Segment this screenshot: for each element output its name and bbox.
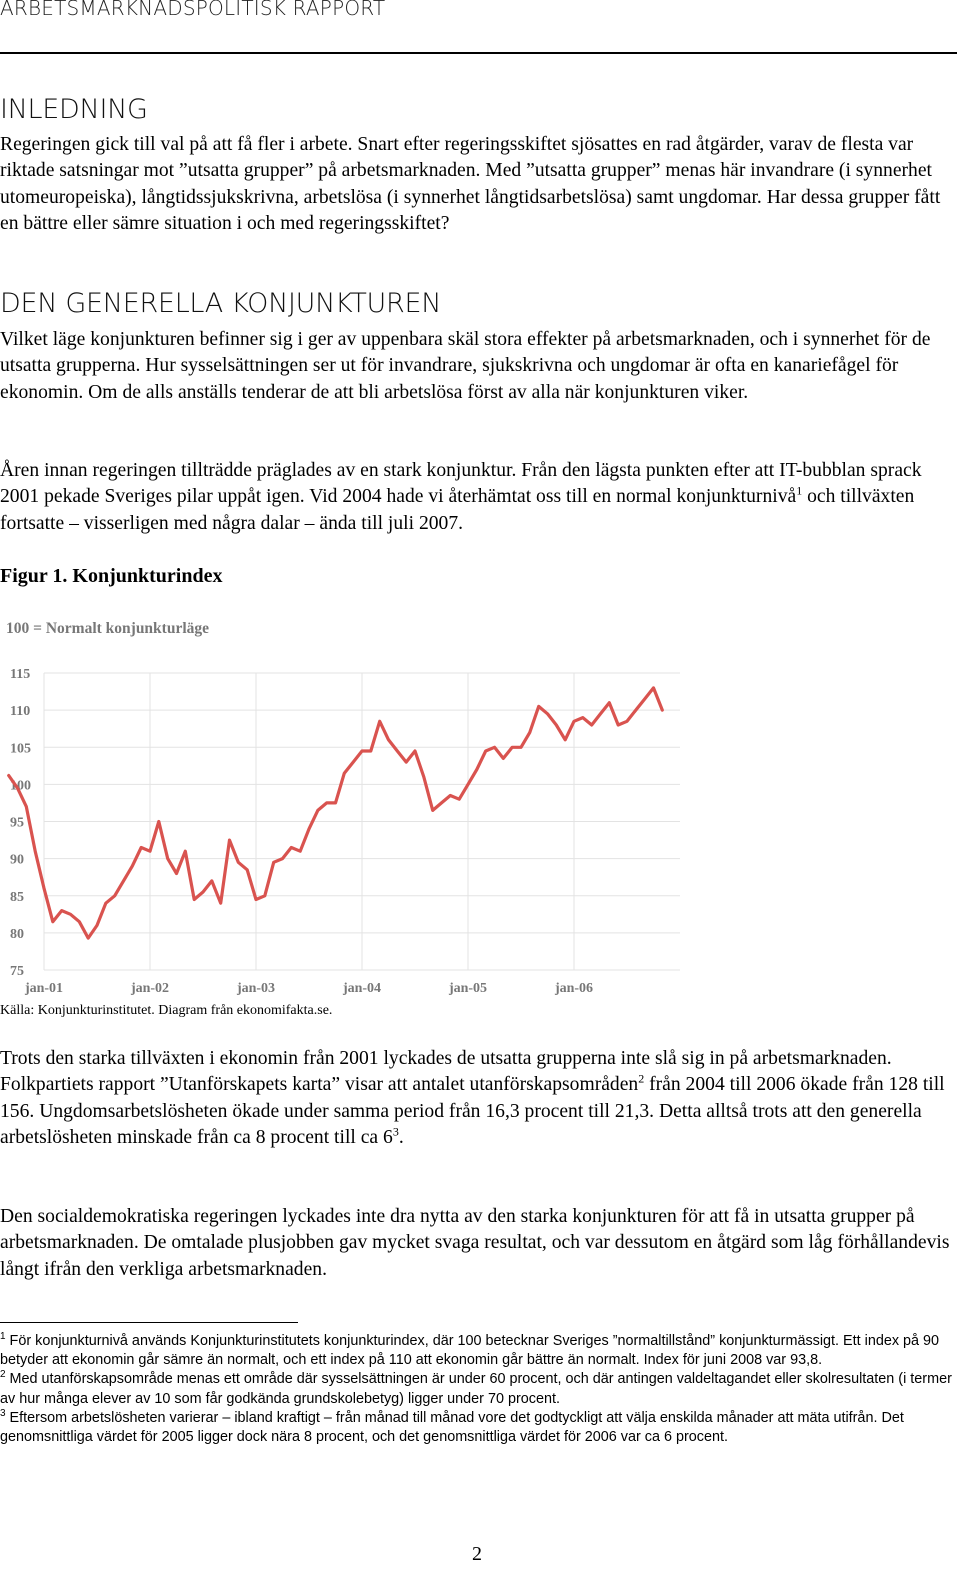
header-rule [0, 52, 957, 54]
x-tick-label: jan-02 [130, 981, 170, 996]
footnote-number: 3 [0, 1408, 6, 1420]
text-segment: från 2004 till 2006 ökade från 128 till 156. Ungdomsarbetslösheten ökade under samma period från 16,3 procent till 21,3. Detta alltså trots att den generella arbetslösheten minskade från ca 8 procent till ca 6 [0, 1074, 945, 1148]
y-tick-label: 75 [10, 964, 24, 979]
y-tick-label: 115 [10, 667, 31, 682]
footnote-ref-1[interactable]: 1 [796, 483, 803, 498]
text-segment: Trots den starka tillväxten i ekonomin från 2001 lyckades de utsatta grupperna inte slå sig in på arbetsmarknaden. Folkpartiets rapport ”Utanförskapets karta” visar att antalet utanförskapsområden [0, 1048, 892, 1096]
paragraph-after-figure-2: Den socialdemokratiska regeringen lyckades inte dra nytta av den starka konjunkturen för att få in utsatta grupper på arbetsmarknaden. De omtalade plusjobben gav mycket svaga resultat, och var dessutom en åtgärd som låg förhållandevis långt ifrån den verkliga arbetsmarknaden. [0, 1206, 950, 1280]
text-segment: Åren innan regeringen tillträdde präglades av en stark konjunktur. Från den lägsta punkten efter att IT-bubblan sprack 2001 pekade Sveriges pilar uppåt igen. Vid 2004 hade vi återhämtat oss till en normal konjunkturnivå [0, 460, 922, 508]
footnote-ref-2[interactable]: 2 [638, 1071, 645, 1086]
y-tick-label: 100 [10, 778, 31, 794]
x-tick-label: jan-05 [448, 981, 488, 996]
x-axis-ticks [24, 981, 593, 996]
y-tick-label: 80 [10, 926, 24, 942]
footnote-text: Med utanförskapsområde menas ett område där sysselsättningen är under 60 procent, och där antingen valdeltagandet eller skolresultaten (i termer av hur många elever av 10 som får godkända grundskolebetyg) ligger under 70 procent. [0, 1371, 952, 1407]
text-segment: . [398, 1126, 404, 1148]
page-number: 2 [472, 1543, 482, 1565]
footnote-1 [0, 1332, 958, 1370]
footnote-text: För konjunkturnivå används Konjunkturinstitutets konjunkturindex, där 100 betecknar Sveriges ”normaltillstånd” konjunkturmässigt. Ett index på 90 betyder att ekonomin går sämre än normalt, och ett index på 110 att ekonomin går bättre än normalt. Index för juni 2008 var 93,8. [0, 1333, 940, 1369]
x-tick-label: jan-03 [236, 981, 276, 996]
y-axis-ticks [10, 667, 31, 979]
x-tick-label: jan-04 [342, 981, 382, 996]
heading-inledning: INLEDNING [0, 94, 148, 125]
y-tick-label: 110 [10, 704, 31, 720]
footnote-number: 1 [0, 1331, 6, 1343]
footnote-ref-3[interactable]: 3 [392, 1124, 399, 1139]
paragraph-after-figure-1 [0, 1046, 958, 1151]
y-tick-label: 105 [10, 741, 31, 757]
x-tick-label: jan-06 [554, 981, 594, 996]
running-head: ARBETSMARKNADSPOLITISK RAPPORT [0, 0, 386, 20]
text-segment: och tillväxten fortsatte – visserligen med några dalar – ända till juli 2007. [0, 486, 915, 534]
figure-source: Källa: Konjunkturinstitutet. Diagram från ekonomifakta.se. [0, 1003, 333, 1018]
footnotes [0, 1332, 958, 1447]
figure-title: Figur 1. Konjunkturindex [0, 565, 223, 587]
paragraph-inledning: Regeringen gick till val på att få fler i arbete. Snart efter regeringsskiftet sjösattes en rad åtgärder, varav de flesta var riktade satsningar mot ”utsatta grupper” på arbetsmarknaden. Med ”utsatta grupper” menas här invandrare (i synnerhet utomeuropeiska), långtidssjukskrivna, arbetslösa (i synnerhet långtidsarbetslösa) samt ungdomar. Har dessa grupper fått en bättre eller sämre situation i och med regeringsskiftet? [0, 134, 941, 234]
konjunkturindex-chart [0, 605, 700, 1005]
footnote-separator [0, 1322, 298, 1323]
x-tick-label: jan-01 [24, 981, 64, 996]
y-tick-label: 95 [10, 815, 24, 831]
paragraph-konjunktur-2 [0, 458, 958, 537]
footnote-3 [0, 1409, 958, 1447]
footnote-text: Eftersom arbetslösheten varierar – ibland kraftigt – från månad till månad vore det godtyckligt att välja enskilda månader att mäta utifrån. Det genomsnittliga värdet för 2005 ligger dock nära 8 procent, och det genomsnittliga värdet för 2006 var ca 6 procent. [0, 1409, 904, 1446]
footnote-number: 2 [0, 1369, 6, 1381]
series-line [9, 688, 663, 938]
footnote-2 [0, 1370, 958, 1408]
paragraph-konjunktur-1: Vilket läge konjunkturen befinner sig i ger av uppenbara skäl stora effekter på arbetsmarknaden, och i synnerhet för de utsatta grupperna. Hur sysselsättningen ser ut för invandrare, sjukskrivna och ungdomar är ofta en kanariefågel för ekonomin. Om de alls anställs tenderar de att bli arbetslösa först av alla när konjunkturen viker. [0, 329, 931, 403]
chart-subtitle: 100 = Normalt konjunkturläge [6, 620, 210, 637]
heading-konjunktur: DEN GENERELLA KONJUNKTUREN [0, 288, 442, 319]
y-tick-label: 90 [10, 852, 24, 868]
y-tick-label: 85 [10, 889, 24, 905]
